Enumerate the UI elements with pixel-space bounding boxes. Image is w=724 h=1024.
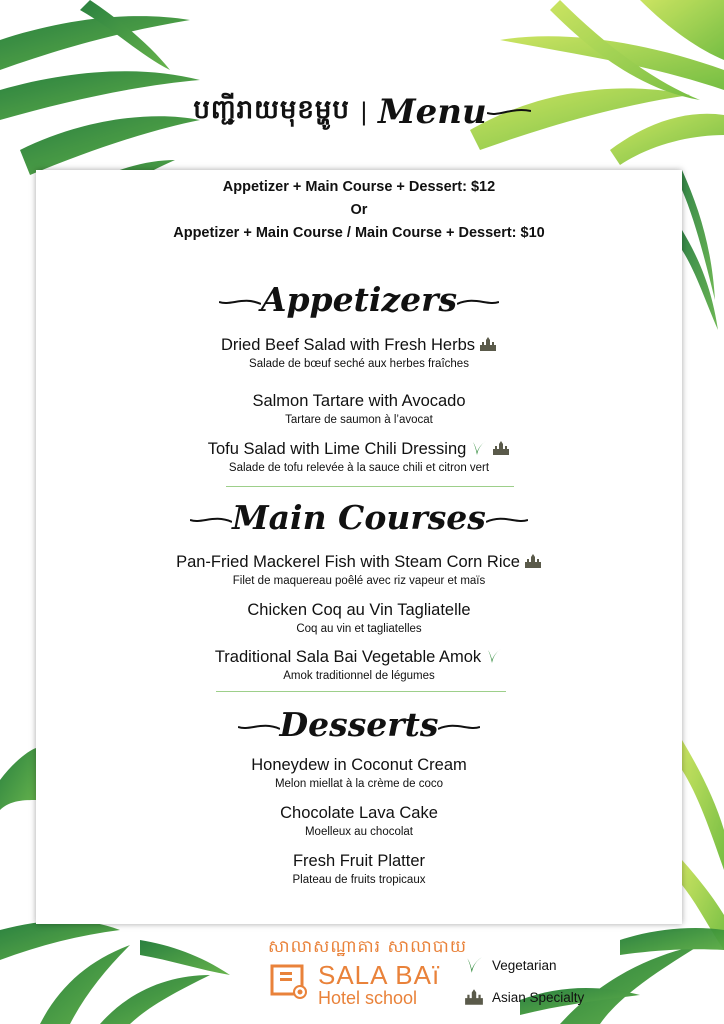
legend-label: Vegetarian	[492, 958, 557, 973]
menu-title	[0, 92, 724, 132]
menu-item	[36, 599, 682, 637]
item-description: Tartare de saumon à l’avocat	[285, 414, 433, 426]
item-description: Filet de maquereau poêlé avec riz vapeur et maïs	[232, 575, 486, 587]
item-description: Melon miellat à la crème de coco	[274, 778, 444, 790]
sala-bai-logo	[268, 936, 468, 1012]
asian-specialty-icon	[492, 440, 510, 456]
menu-item	[36, 551, 682, 589]
asian-specialty-icon	[524, 553, 542, 569]
flourish-right-icon	[486, 514, 528, 526]
section-title-main-courses: Main Courses	[36, 498, 682, 538]
title-separator: |	[359, 98, 368, 126]
legend-vegetarian	[464, 956, 557, 974]
asian-specialty-icon	[464, 988, 484, 1006]
menu-item	[36, 802, 682, 840]
item-name: Pan-Fried Mackerel Fish with Steam Corn Rice	[176, 553, 520, 571]
item-name: Chocolate Lava Cake	[280, 804, 438, 822]
menu-item	[36, 390, 682, 428]
item-name: Salmon Tartare with Avocado	[252, 392, 466, 410]
vegetarian-icon	[485, 648, 503, 664]
item-name: Dried Beef Salad with Fresh Herbs	[220, 336, 476, 354]
item-name: Fresh Fruit Platter	[292, 852, 426, 870]
logo-name: SALA BAï	[318, 960, 441, 990]
legend-asian-specialty	[464, 988, 584, 1006]
item-name: Honeydew in Coconut Cream	[251, 756, 467, 774]
item-description: Moelleux au chocolat	[304, 826, 414, 838]
flourish-left-icon	[190, 514, 232, 526]
price-line-or: Or	[350, 202, 368, 218]
flourish-left-icon	[238, 721, 280, 733]
logo-khmer-text: សាលាសណ្ឋាគារ សាលាបាយ	[268, 937, 468, 957]
section-divider	[226, 486, 514, 487]
menu-card	[36, 170, 682, 924]
legend-label: Asian Specialty	[492, 990, 585, 1005]
title-khmer: បញ្ជីរាយមុខម្ហូប	[193, 95, 350, 125]
item-description: Salade de tofu relevée à la sauce chili et citron vert	[228, 462, 490, 474]
section-title-desserts: Desserts	[36, 705, 682, 745]
item-name: Chicken Coq au Vin Tagliatelle	[247, 601, 471, 619]
item-description: Plateau de fruits tropicaux	[292, 874, 426, 886]
flourish-right-icon	[457, 296, 499, 308]
hotel-school-logo-icon	[270, 964, 310, 1000]
item-name: Tofu Salad with Lime Chili Dressing	[207, 440, 467, 458]
logo-subtitle: Hotel school	[318, 988, 418, 1008]
flourish-right-icon	[438, 721, 480, 733]
menu-item	[36, 754, 682, 792]
flourish-icon	[487, 105, 531, 119]
price-line-2: Appetizer + Main Course / Main Course + Dessert: $10	[173, 225, 545, 241]
section-divider	[216, 691, 506, 692]
price-line-1: Appetizer + Main Course + Dessert: $12	[222, 179, 496, 195]
menu-item	[36, 646, 682, 684]
vegetarian-icon	[470, 440, 488, 456]
pricing-block	[36, 176, 682, 245]
item-description: Amok traditionnel de légumes	[283, 670, 435, 682]
item-description: Coq au vin et tagliatelles	[296, 623, 422, 635]
item-name: Traditional Sala Bai Vegetable Amok	[214, 648, 482, 666]
asian-specialty-icon	[479, 336, 497, 352]
vegetarian-icon	[464, 956, 484, 974]
flourish-left-icon	[219, 296, 261, 308]
menu-item	[36, 438, 682, 476]
menu-item	[36, 334, 682, 372]
title-english: Menu	[377, 92, 487, 132]
item-description: Salade de bœuf seché aux herbes fraîches	[249, 358, 469, 370]
menu-item	[36, 850, 682, 888]
section-title-appetizers: Appetizers	[36, 280, 682, 320]
